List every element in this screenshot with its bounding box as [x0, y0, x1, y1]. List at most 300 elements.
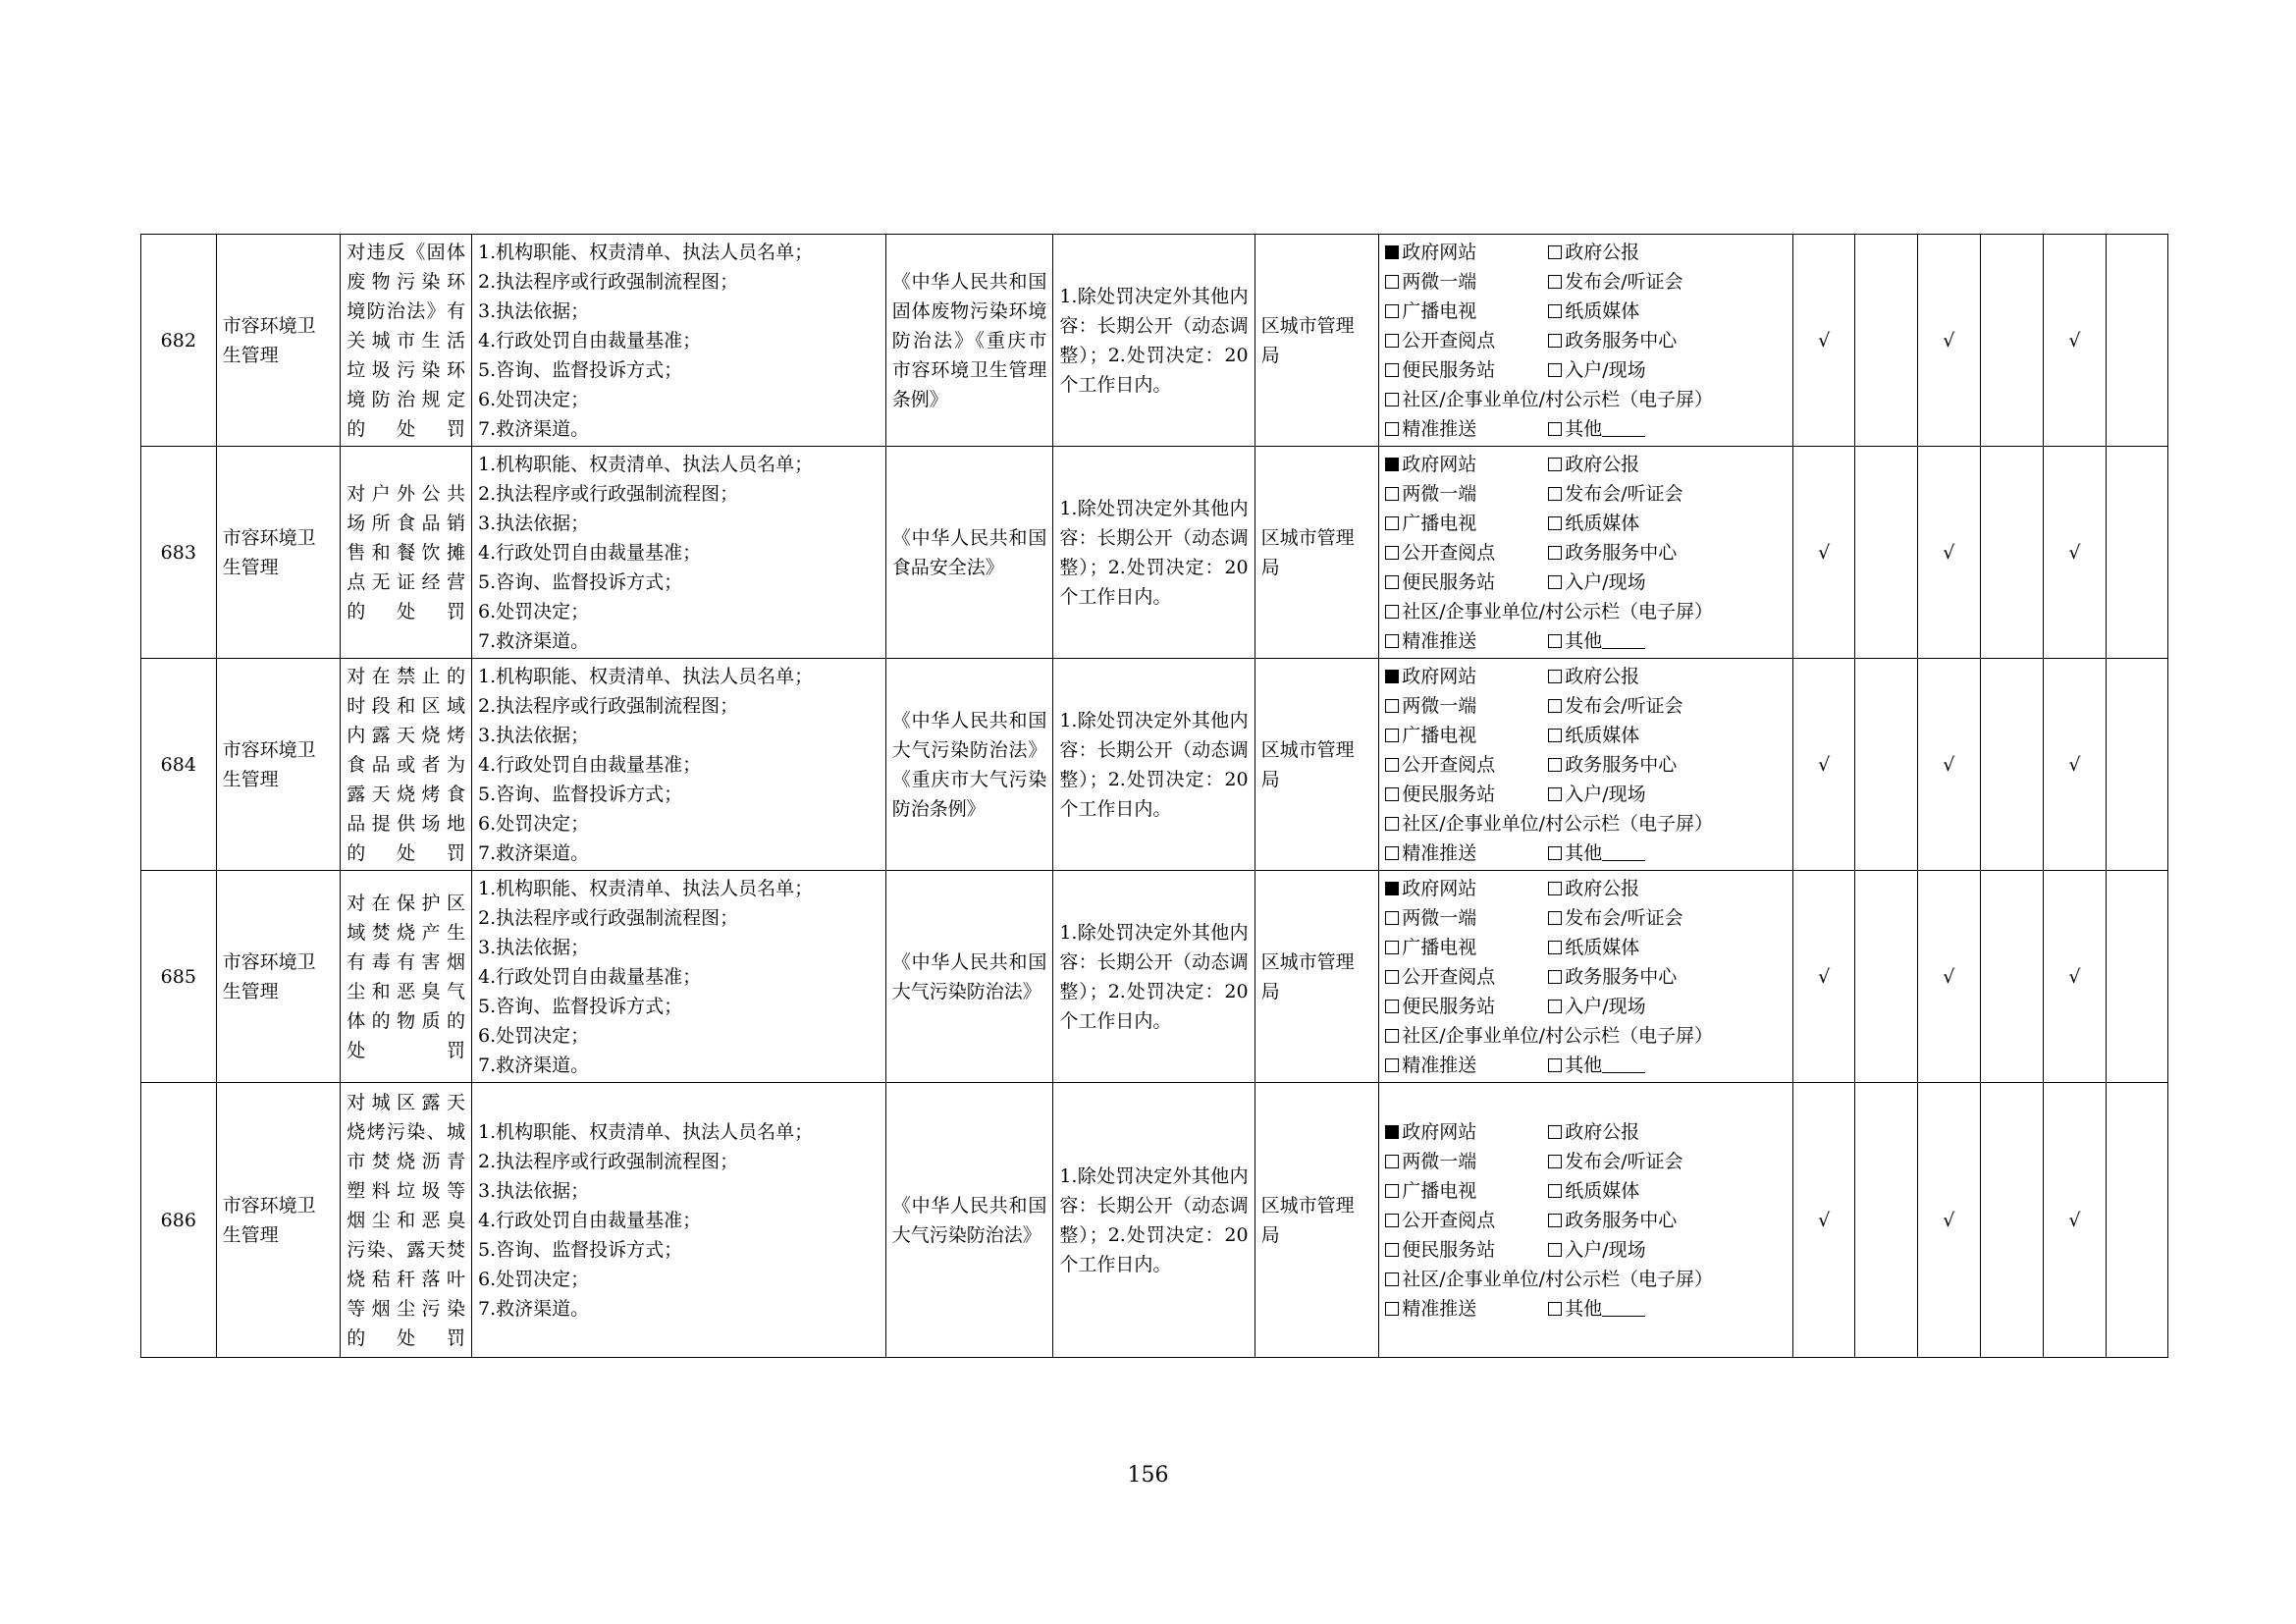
channel-label: 发布会/听证会 — [1565, 694, 1683, 717]
empty-cell — [1980, 871, 2043, 1083]
contents-cell — [472, 447, 886, 659]
channel-option — [1385, 355, 1548, 385]
channel-label: 政务服务中心 — [1565, 329, 1678, 352]
checkbox-empty-icon — [1385, 1029, 1399, 1043]
channel-label: 政府网站 — [1402, 665, 1477, 687]
channels-cell — [1379, 871, 1793, 1083]
time-limit-cell — [1053, 447, 1255, 659]
channel-option — [1385, 1021, 1713, 1051]
content-item: 6.处罚决定； — [478, 1024, 590, 1047]
subject-line: 处罚 — [347, 1039, 465, 1061]
channel-label: 纸质媒体 — [1565, 512, 1640, 534]
content-item: 1.机构职能、权责清单、执法人员名单； — [478, 877, 814, 899]
channel-row — [1385, 992, 1787, 1021]
checkbox-empty-icon — [1385, 487, 1399, 501]
blank-line — [1602, 1298, 1645, 1317]
subject-line: 关城市生活 — [347, 329, 465, 352]
checkbox-empty-icon — [1548, 846, 1562, 860]
subject-line: 污染、露天焚 — [347, 1238, 465, 1261]
time-limit-text: 1.除处罚决定外其他内容：长期公开（动态调整）；2.处罚决定：20个工作日内。 — [1059, 921, 1249, 1032]
time-limit-text: 1.除处罚决定外其他内容：长期公开（动态调整）；2.处罚决定：20个工作日内。 — [1059, 709, 1249, 820]
law-basis-cell — [885, 1083, 1053, 1358]
channel-label: 入户/现场 — [1565, 995, 1646, 1017]
blank-line — [1602, 842, 1645, 861]
subject-cell — [341, 871, 472, 1083]
channel-label: 公开查阅点 — [1402, 753, 1496, 776]
subject-line: 有毒有害烟 — [347, 950, 465, 973]
checkbox-empty-icon — [1385, 1058, 1399, 1072]
checkbox-empty-icon — [1548, 911, 1562, 925]
checkmark-cell: √ — [1917, 1083, 1980, 1358]
category-cell — [216, 447, 341, 659]
law-basis-cell — [885, 871, 1053, 1083]
content-item: 4.行政处罚自由裁量基准； — [478, 965, 702, 988]
channel-label: 发布会/听证会 — [1565, 482, 1683, 505]
content-item: 2.执法程序或行政强制流程图； — [478, 906, 739, 929]
time-limit-cell — [1053, 871, 1255, 1083]
channel-option — [1385, 297, 1548, 326]
channel-option — [1385, 1206, 1548, 1235]
checkmark-cell: √ — [1793, 1083, 1855, 1358]
content-item: 2.执法程序或行政强制流程图； — [478, 1150, 739, 1172]
subject-line: 域焚烧产生 — [347, 921, 465, 944]
channel-option — [1548, 1147, 1682, 1176]
law-basis-cell — [885, 447, 1053, 659]
channel-row — [1385, 1235, 1787, 1265]
channel-label: 广播电视 — [1402, 724, 1477, 746]
channel-option — [1548, 450, 1639, 479]
channel-label: 其他 — [1565, 629, 1603, 652]
channel-option — [1548, 962, 1677, 992]
channel-row — [1385, 568, 1787, 597]
subject-line: 时段和区域 — [347, 694, 465, 717]
contents-cell — [472, 659, 886, 871]
checkbox-empty-icon — [1548, 758, 1562, 772]
checkbox-empty-icon — [1548, 670, 1562, 683]
checkbox-empty-icon — [1385, 1302, 1399, 1316]
channel-option — [1385, 267, 1548, 297]
checkbox-empty-icon — [1385, 1272, 1399, 1286]
channel-option — [1548, 691, 1682, 721]
checkbox-empty-icon — [1385, 334, 1399, 348]
responsible-body-text: 区城市管理局 — [1260, 314, 1355, 366]
channel-row — [1385, 450, 1787, 479]
checkbox-empty-icon — [1385, 941, 1399, 954]
channel-row — [1385, 1294, 1787, 1324]
channel-label: 公开查阅点 — [1402, 1209, 1496, 1231]
channel-option — [1385, 1051, 1548, 1080]
checkbox-empty-icon — [1385, 363, 1399, 377]
channel-label: 纸质媒体 — [1565, 724, 1640, 746]
checkmark-cell: √ — [1917, 447, 1980, 659]
channel-label: 便民服务站 — [1402, 358, 1496, 381]
channel-label: 广播电视 — [1402, 1179, 1477, 1202]
channel-label: 便民服务站 — [1402, 995, 1496, 1017]
checkbox-checked-icon — [1385, 458, 1399, 471]
channel-option — [1385, 597, 1713, 626]
empty-cell — [2106, 447, 2167, 659]
checkbox-checked-icon — [1385, 670, 1399, 683]
checkbox-empty-icon — [1385, 422, 1399, 436]
channel-label: 政府公报 — [1565, 877, 1640, 899]
channel-label: 精准推送 — [1402, 1054, 1477, 1076]
checkbox-empty-icon — [1385, 605, 1399, 619]
channel-label: 政府公报 — [1565, 453, 1640, 475]
channel-row — [1385, 597, 1787, 626]
checkmark-cell: √ — [1793, 235, 1855, 447]
channel-row — [1385, 297, 1787, 326]
empty-cell — [1855, 235, 1917, 447]
category-cell — [216, 871, 341, 1083]
time-limit-text: 1.除处罚决定外其他内容：长期公开（动态调整）；2.处罚决定：20个工作日内。 — [1059, 497, 1249, 608]
channel-label: 政务服务中心 — [1565, 753, 1678, 776]
channel-label: 两微一端 — [1402, 694, 1477, 717]
checkmark-cell: √ — [2044, 235, 2106, 447]
channel-label: 政务服务中心 — [1565, 541, 1678, 564]
content-item: 2.执法程序或行政强制流程图； — [478, 270, 739, 293]
channel-row — [1385, 385, 1787, 414]
channel-label: 广播电视 — [1402, 512, 1477, 534]
responsible-body-text: 区城市管理局 — [1260, 526, 1355, 578]
checkbox-empty-icon — [1385, 699, 1399, 713]
content-item: 3.执法依据； — [478, 724, 590, 746]
subject-line: 对户外公共 — [347, 482, 465, 505]
channel-label: 公开查阅点 — [1402, 329, 1496, 352]
channel-option — [1548, 626, 1645, 656]
channel-option — [1548, 1051, 1645, 1080]
category-cell — [216, 659, 341, 871]
channel-option — [1548, 750, 1677, 780]
checkmark-cell: √ — [1917, 235, 1980, 447]
channel-option — [1385, 874, 1548, 903]
channel-option — [1385, 568, 1548, 597]
channel-row — [1385, 1176, 1787, 1206]
channel-option — [1548, 874, 1639, 903]
channel-option — [1385, 780, 1548, 809]
checkbox-empty-icon — [1548, 334, 1562, 348]
checkbox-empty-icon — [1548, 941, 1562, 954]
subject-line: 的处罚 — [347, 417, 465, 440]
channel-option — [1548, 1235, 1645, 1265]
channel-row — [1385, 874, 1787, 903]
channel-option — [1385, 326, 1548, 355]
subject-line: 塑料垃圾等 — [347, 1179, 465, 1202]
channel-option — [1548, 297, 1639, 326]
channel-label: 入户/现场 — [1565, 570, 1646, 593]
checkbox-empty-icon — [1385, 393, 1399, 406]
category-text: 市容环境卫生管理 — [222, 526, 316, 578]
content-item: 1.机构职能、权责清单、执法人员名单； — [478, 665, 814, 687]
checkbox-empty-icon — [1548, 1214, 1562, 1227]
responsible-body-text: 区城市管理局 — [1260, 738, 1355, 790]
content-item: 5.咨询、监督投诉方式； — [478, 358, 683, 381]
subject-line: 对城区露天 — [347, 1091, 465, 1113]
channel-option — [1548, 414, 1645, 444]
content-item: 4.行政处罚自由裁量基准； — [478, 1209, 702, 1231]
channel-option — [1385, 479, 1548, 509]
channel-label: 纸质媒体 — [1565, 299, 1640, 322]
content-item: 7.救济渠道。 — [478, 1054, 590, 1076]
channel-option — [1385, 962, 1548, 992]
subject-line: 对在保护区 — [347, 892, 465, 914]
checkbox-empty-icon — [1548, 458, 1562, 471]
content-item: 2.执法程序或行政强制流程图； — [478, 694, 739, 717]
subject-line: 的处罚 — [347, 600, 465, 623]
channel-option — [1385, 1176, 1548, 1206]
item-number: 686 — [141, 1083, 217, 1358]
checkbox-empty-icon — [1385, 911, 1399, 925]
checkbox-empty-icon — [1548, 1000, 1562, 1013]
checkbox-empty-icon — [1548, 1302, 1562, 1316]
channels-cell — [1379, 447, 1793, 659]
channel-label: 发布会/听证会 — [1565, 906, 1683, 929]
empty-cell — [2106, 1083, 2167, 1358]
channel-label: 两微一端 — [1402, 906, 1477, 929]
responsible-body-text: 区城市管理局 — [1260, 1194, 1355, 1246]
channel-row — [1385, 1117, 1787, 1147]
channel-option — [1548, 479, 1682, 509]
checkmark-cell: √ — [2044, 1083, 2106, 1358]
checkbox-empty-icon — [1385, 304, 1399, 318]
responsible-body-cell — [1255, 871, 1379, 1083]
empty-cell — [2106, 235, 2167, 447]
channel-option — [1385, 662, 1548, 691]
content-item: 3.执法依据； — [478, 1179, 590, 1202]
channel-row — [1385, 1265, 1787, 1294]
checkbox-empty-icon — [1548, 1125, 1562, 1139]
channels-cell — [1379, 235, 1793, 447]
item-number: 682 — [141, 235, 217, 447]
subject-line: 市焚烧沥青 — [347, 1150, 465, 1172]
content-item: 3.执法依据； — [478, 299, 590, 322]
channel-label: 政务服务中心 — [1565, 1209, 1678, 1231]
checkbox-empty-icon — [1385, 1184, 1399, 1198]
empty-cell — [1855, 447, 1917, 659]
channel-label: 便民服务站 — [1402, 1238, 1496, 1261]
checkbox-empty-icon — [1385, 1243, 1399, 1257]
content-item: 5.咨询、监督投诉方式； — [478, 570, 683, 593]
channel-option — [1548, 721, 1639, 750]
subject-line: 等烟尘污染 — [347, 1297, 465, 1320]
channel-row — [1385, 903, 1787, 933]
law-basis-text: 《中华人民共和国食品安全法》 — [891, 526, 1047, 578]
channel-option — [1548, 839, 1645, 868]
content-item: 1.机构职能、权责清单、执法人员名单； — [478, 453, 814, 475]
channel-label: 发布会/听证会 — [1565, 1150, 1683, 1172]
subject-cell — [341, 1083, 472, 1358]
content-item: 6.处罚决定； — [478, 1268, 590, 1290]
channel-label: 其他 — [1565, 1297, 1603, 1320]
channel-label: 社区/企事业单位/村公示栏（电子屏） — [1402, 812, 1714, 835]
channel-label: 精准推送 — [1402, 629, 1477, 652]
empty-cell — [1980, 1083, 2043, 1358]
channel-label: 精准推送 — [1402, 1297, 1477, 1320]
channel-option — [1548, 355, 1645, 385]
subject-line: 点无证经营 — [347, 570, 465, 593]
checkbox-empty-icon — [1548, 970, 1562, 984]
responsible-body-cell — [1255, 659, 1379, 871]
checkbox-empty-icon — [1385, 1214, 1399, 1227]
channel-option — [1548, 933, 1639, 962]
subject-line: 场所食品销 — [347, 512, 465, 534]
checkbox-empty-icon — [1385, 546, 1399, 560]
category-text: 市容环境卫生管理 — [222, 314, 316, 366]
checkbox-empty-icon — [1385, 729, 1399, 742]
blank-line — [1602, 1055, 1645, 1073]
content-item: 7.救济渠道。 — [478, 629, 590, 652]
item-number: 684 — [141, 659, 217, 871]
law-basis-text: 《中华人民共和国固体废物污染环境防治法》《重庆市市容环境卫生管理条例》 — [891, 270, 1047, 410]
checkmark-cell: √ — [1793, 447, 1855, 659]
channel-row — [1385, 509, 1787, 538]
channel-label: 便民服务站 — [1402, 783, 1496, 805]
checkbox-empty-icon — [1385, 1155, 1399, 1168]
checkmark-cell: √ — [1917, 659, 1980, 871]
table-body — [141, 235, 2168, 1358]
checkbox-empty-icon — [1385, 275, 1399, 289]
responsible-body-text: 区城市管理局 — [1260, 950, 1355, 1002]
content-item: 6.处罚决定； — [478, 812, 590, 835]
checkbox-empty-icon — [1548, 546, 1562, 560]
checkbox-empty-icon — [1385, 817, 1399, 831]
subject-cell — [341, 235, 472, 447]
channel-option — [1548, 1176, 1639, 1206]
channel-option — [1548, 1294, 1645, 1324]
channel-label: 发布会/听证会 — [1565, 270, 1683, 293]
table-row — [141, 1083, 2168, 1358]
channel-option — [1548, 780, 1645, 809]
content-item: 6.处罚决定； — [478, 388, 590, 410]
checkbox-empty-icon — [1548, 304, 1562, 318]
channel-row — [1385, 626, 1787, 656]
checkbox-empty-icon — [1548, 1058, 1562, 1072]
responsible-body-cell — [1255, 1083, 1379, 1358]
content-item: 4.行政处罚自由裁量基准； — [478, 541, 702, 564]
empty-cell — [2106, 659, 2167, 871]
channel-label: 社区/企事业单位/村公示栏（电子屏） — [1402, 1024, 1714, 1047]
category-cell — [216, 1083, 341, 1358]
checkbox-empty-icon — [1385, 634, 1399, 648]
channel-label: 入户/现场 — [1565, 1238, 1646, 1261]
channel-option — [1385, 1235, 1548, 1265]
channel-label: 政务服务中心 — [1565, 965, 1678, 988]
subject-line: 体的物质的 — [347, 1009, 465, 1032]
channel-label: 政府网站 — [1402, 877, 1477, 899]
channel-row — [1385, 267, 1787, 297]
empty-cell — [1855, 1083, 1917, 1358]
checkbox-checked-icon — [1385, 882, 1399, 895]
channel-row — [1385, 355, 1787, 385]
responsible-body-cell — [1255, 447, 1379, 659]
checkbox-empty-icon — [1548, 516, 1562, 530]
subject-line: 的处罚 — [347, 1326, 465, 1349]
channel-label: 社区/企事业单位/村公示栏（电子屏） — [1402, 388, 1714, 410]
law-basis-cell — [885, 659, 1053, 871]
channel-row — [1385, 691, 1787, 721]
channel-row — [1385, 750, 1787, 780]
channels-cell — [1379, 659, 1793, 871]
checkbox-empty-icon — [1548, 575, 1562, 589]
category-text: 市容环境卫生管理 — [222, 950, 316, 1002]
subject-cell — [341, 659, 472, 871]
channel-option — [1385, 809, 1713, 839]
channel-option — [1548, 509, 1639, 538]
channel-option — [1385, 691, 1548, 721]
content-item: 1.机构职能、权责清单、执法人员名单； — [478, 1120, 814, 1143]
channel-label: 便民服务站 — [1402, 570, 1496, 593]
checkbox-empty-icon — [1548, 787, 1562, 801]
subject-line: 内露天烧烤 — [347, 724, 465, 746]
subject-line: 境防治法》有 — [347, 299, 465, 322]
channel-row — [1385, 933, 1787, 962]
channel-label: 两微一端 — [1402, 1150, 1477, 1172]
empty-cell — [1980, 447, 2043, 659]
channel-label: 精准推送 — [1402, 841, 1477, 864]
channel-label: 入户/现场 — [1565, 358, 1646, 381]
subject-line: 对违反《固体 — [347, 241, 465, 263]
checkbox-empty-icon — [1548, 729, 1562, 742]
table-row — [141, 447, 2168, 659]
table-row — [141, 235, 2168, 447]
empty-cell — [1855, 659, 1917, 871]
channel-option — [1548, 992, 1645, 1021]
content-item: 3.执法依据； — [478, 936, 590, 958]
channel-row — [1385, 1147, 1787, 1176]
channel-label: 纸质媒体 — [1565, 1179, 1640, 1202]
checkmark-cell: √ — [2044, 659, 2106, 871]
channel-option — [1385, 1265, 1713, 1294]
category-text: 市容环境卫生管理 — [222, 738, 316, 790]
channel-option — [1385, 933, 1548, 962]
channel-option — [1385, 626, 1548, 656]
page-number: 156 — [1127, 1463, 1169, 1488]
channel-row — [1385, 662, 1787, 691]
checkmark-cell: √ — [1793, 659, 1855, 871]
channel-option — [1385, 839, 1548, 868]
disclosure-table — [140, 234, 2168, 1358]
channel-label: 两微一端 — [1402, 270, 1477, 293]
subject-line: 烟尘和恶臭 — [347, 1209, 465, 1231]
channel-option — [1385, 238, 1548, 267]
channel-option — [1385, 1117, 1548, 1147]
channel-option — [1385, 903, 1548, 933]
channel-option — [1385, 509, 1548, 538]
checkbox-empty-icon — [1548, 699, 1562, 713]
item-number: 683 — [141, 447, 217, 659]
content-item: 4.行政处罚自由裁量基准； — [478, 753, 702, 776]
channel-option — [1385, 1294, 1548, 1324]
channel-row — [1385, 538, 1787, 568]
empty-cell — [1980, 235, 2043, 447]
checkmark-cell: √ — [1917, 871, 1980, 1083]
responsible-body-cell — [1255, 235, 1379, 447]
channel-option — [1548, 1206, 1677, 1235]
checkbox-empty-icon — [1385, 970, 1399, 984]
channel-option — [1385, 992, 1548, 1021]
channel-option — [1548, 903, 1682, 933]
checkmark-cell: √ — [2044, 871, 2106, 1083]
channel-row — [1385, 962, 1787, 992]
law-basis-text: 《中华人民共和国大气污染防治法》 — [891, 1194, 1047, 1246]
content-item: 6.处罚决定； — [478, 600, 590, 623]
channel-label: 政府网站 — [1402, 1120, 1477, 1143]
checkbox-empty-icon — [1385, 1000, 1399, 1013]
subject-line: 烧秸秆落叶 — [347, 1268, 465, 1290]
checkbox-empty-icon — [1548, 245, 1562, 259]
channel-label: 其他 — [1565, 841, 1603, 864]
channel-label: 政府网站 — [1402, 241, 1477, 263]
checkbox-checked-icon — [1385, 245, 1399, 259]
